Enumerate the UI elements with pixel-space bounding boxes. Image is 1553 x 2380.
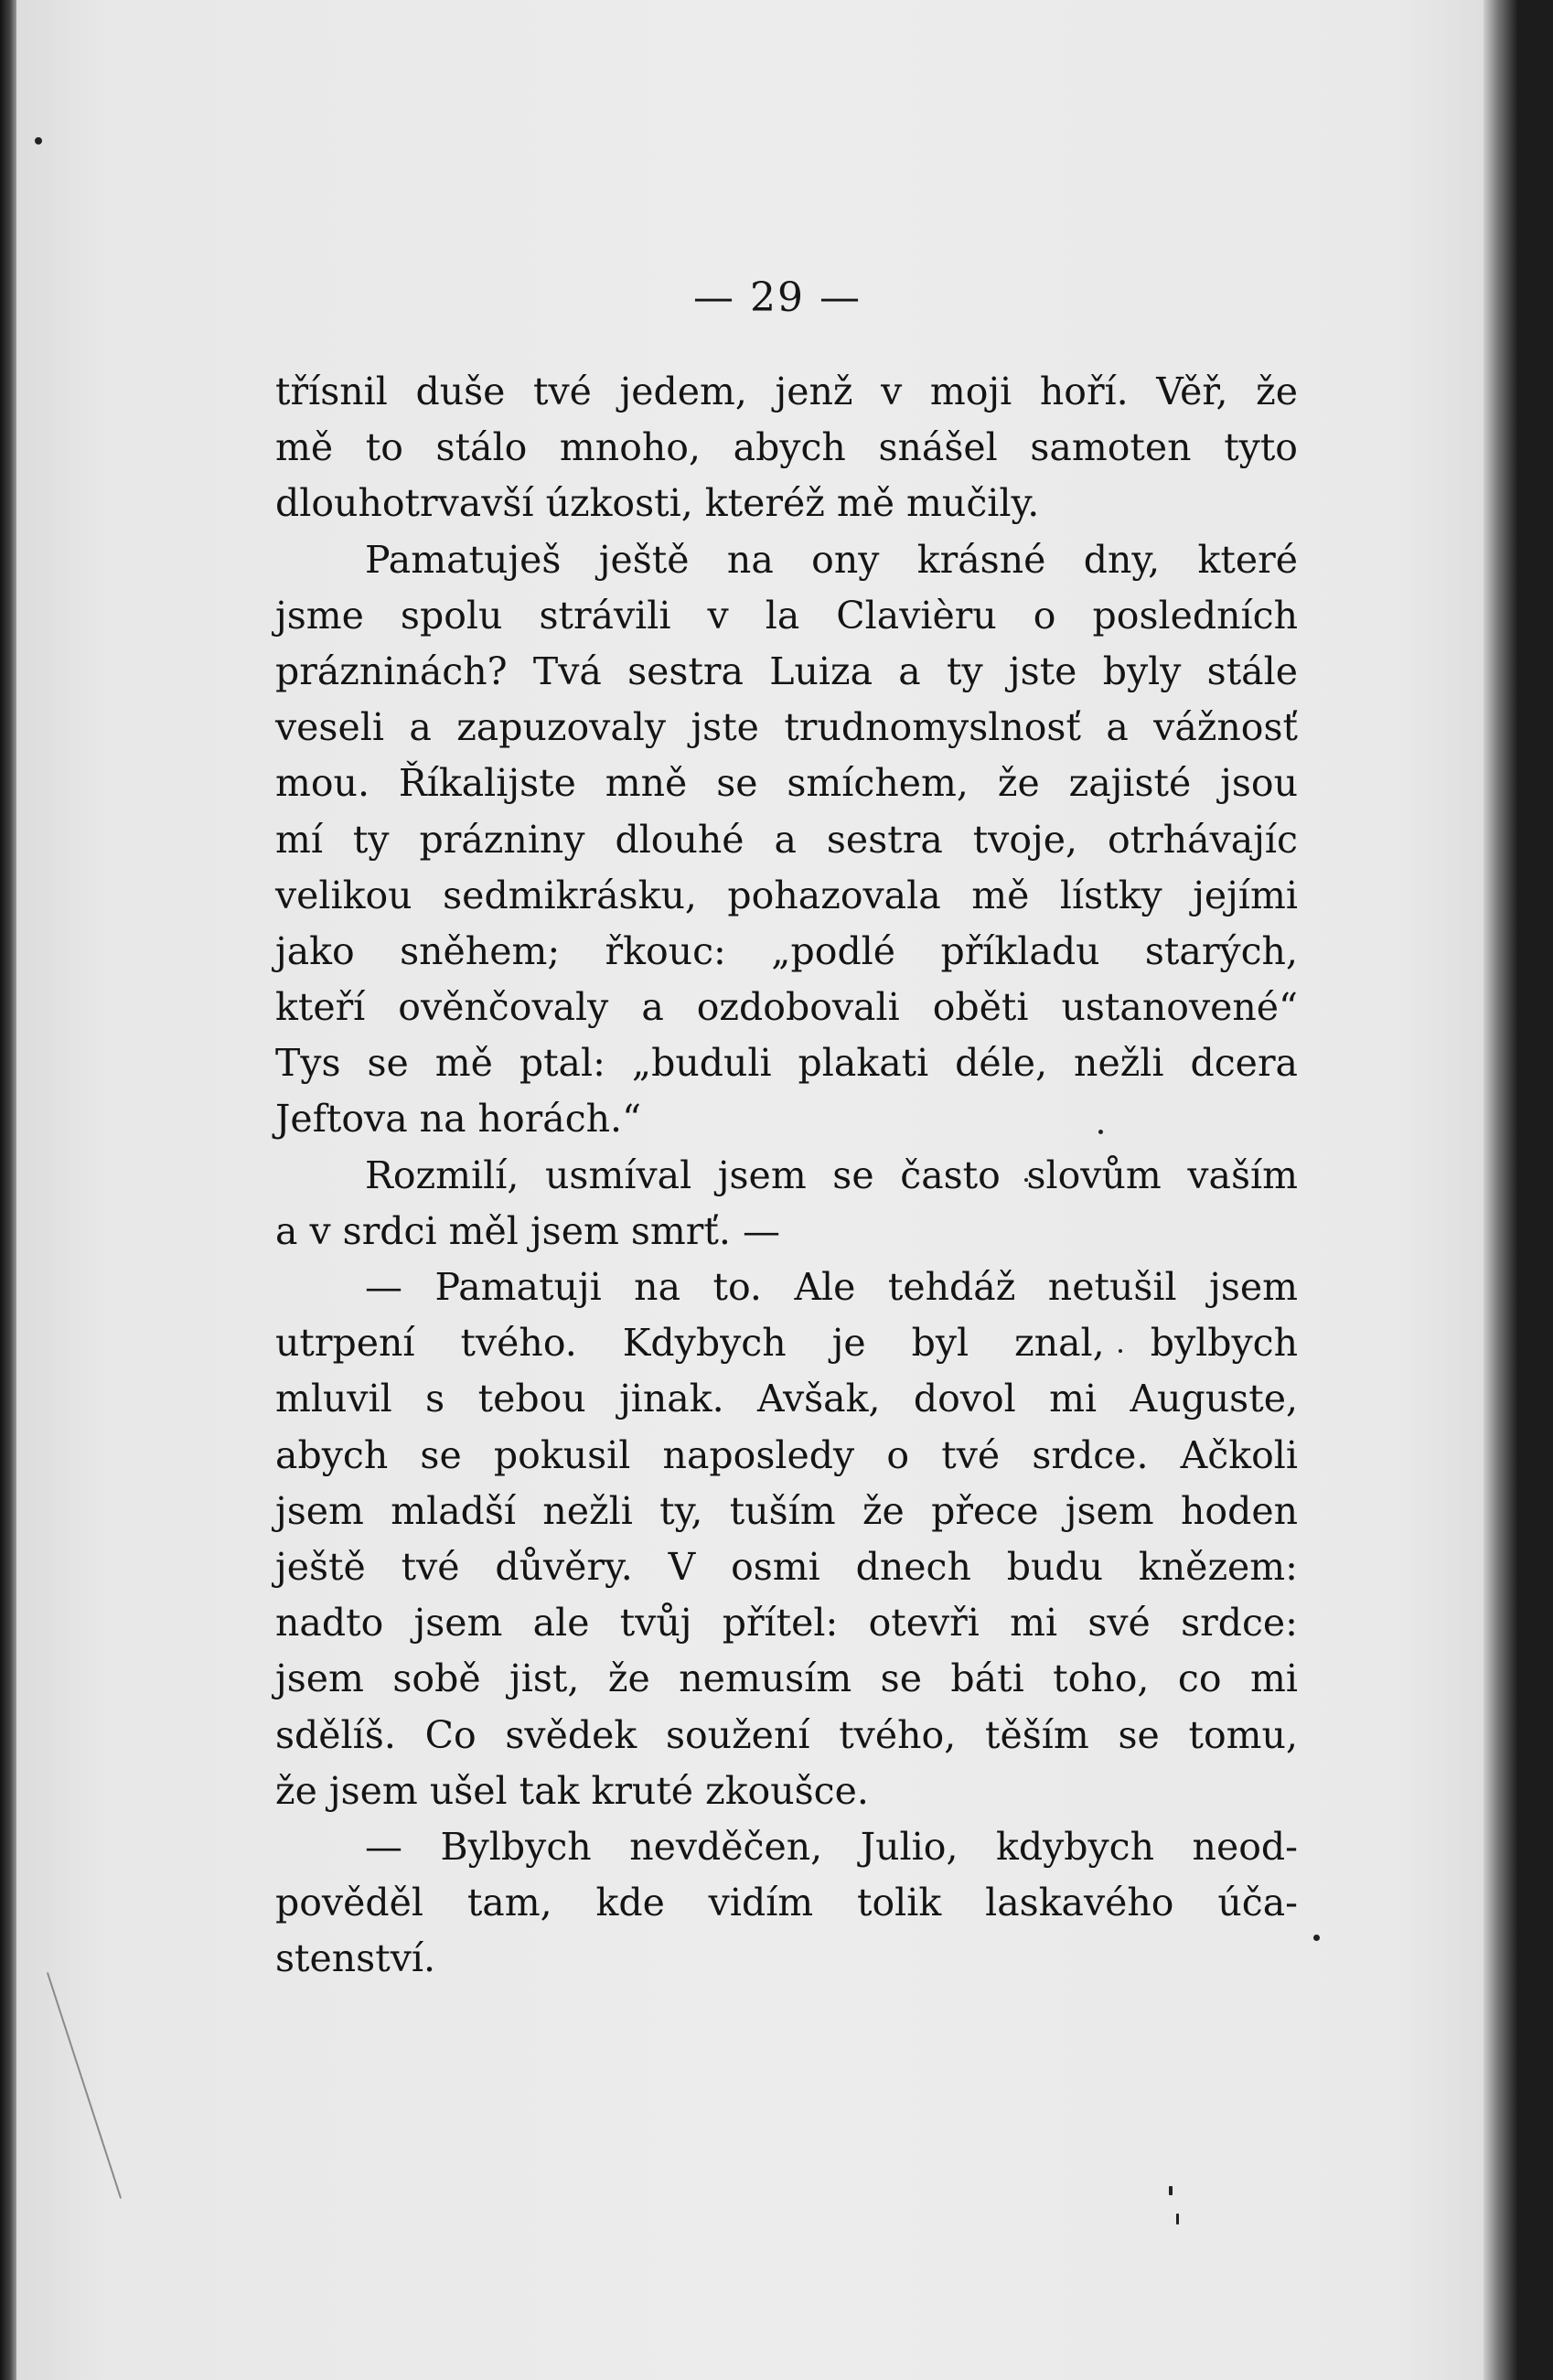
text-line: stenství. <box>275 1936 436 1981</box>
text-line: Tys se mě ptal: „buduli plakati déle, nežli dcera <box>275 1041 1298 1086</box>
text-line: — Bylbych nevděčen, Julio, kdybych neod- <box>365 1824 1298 1869</box>
text-line: pověděl tam, kde vidím tolik laskavého úča- <box>275 1881 1298 1925</box>
text-line: utrpení tvého. Kdybych je byl znal, bylbych <box>275 1321 1298 1366</box>
text-line: dlouhotrvavší úzkosti, kteréž mě mučily. <box>275 481 1040 526</box>
scan-left-edge <box>0 0 16 2380</box>
text-line: — Pamatuji na to. Ale tehdáž netušil jsem <box>365 1265 1298 1309</box>
text-line: sdělíš. Co svědek soužení tvého, těším se tomu, <box>275 1712 1298 1757</box>
text-line: ještě tvé důvěry. V osmi dnech budu knězem: <box>275 1544 1298 1589</box>
text-line: abych se pokusil naposledy o tvé srdce. Ačkoli <box>275 1432 1298 1477</box>
text-line: že jsem ušel tak kruté zkoušce. <box>275 1768 869 1813</box>
page-number: — 29 — <box>693 274 862 321</box>
book-page <box>16 0 1518 2380</box>
text-line: jsem mladší nežli ty, tuším že přece jsem hoden <box>275 1488 1298 1533</box>
text-line: jsme spolu strávili v la Clavièru o posledních <box>275 593 1298 638</box>
text-line: mou. Říkalijste mně se smíchem, že zajisté jsou <box>275 761 1298 806</box>
text-line: Jeftova na horách.“ <box>275 1097 642 1142</box>
text-line: veseli a zapuzovaly jste trudnomyslnosť a vážnosť <box>275 705 1298 750</box>
text-line: třísnil duše tvé jedem, jenž v moji hoří. Věř, že <box>275 370 1298 413</box>
text-line: kteří ověnčovaly a ozdobovali oběti ustanovené“ <box>275 985 1298 1030</box>
text-line: mí ty prázniny dlouhé a sestra tvoje, otrhávajíc <box>275 817 1298 862</box>
text-line: nadto jsem ale tvůj přítel: otevři mi své srdce: <box>275 1601 1298 1646</box>
text-line: jsem sobě jist, že nemusím se báti toho, co mi <box>275 1656 1298 1701</box>
text-line: a v srdci měl jsem smrť. — <box>275 1208 780 1253</box>
text-line: Rozmilí, usmíval jsem se často slovům vaším <box>365 1152 1298 1197</box>
text-line: mluvil s tebou jinak. Avšak, dovol mi Auguste, <box>275 1377 1298 1421</box>
text-line: velikou sedmikrásku, pohazovala mě lístky jejími <box>275 873 1298 917</box>
body-text <box>275 364 1298 1987</box>
scan-right-edge <box>1483 0 1518 2380</box>
text-line: mě to stálo mnoho, abych snášel samoten tyto <box>275 425 1298 470</box>
text-line: Pamatuješ ještě na ony krásné dny, které <box>365 537 1298 582</box>
text-line: prázninách? Tvá sestra Luiza a ty jste byly stále <box>275 649 1298 693</box>
text-line: jako sněhem; řkouc: „podlé příkladu starých, <box>275 928 1298 973</box>
